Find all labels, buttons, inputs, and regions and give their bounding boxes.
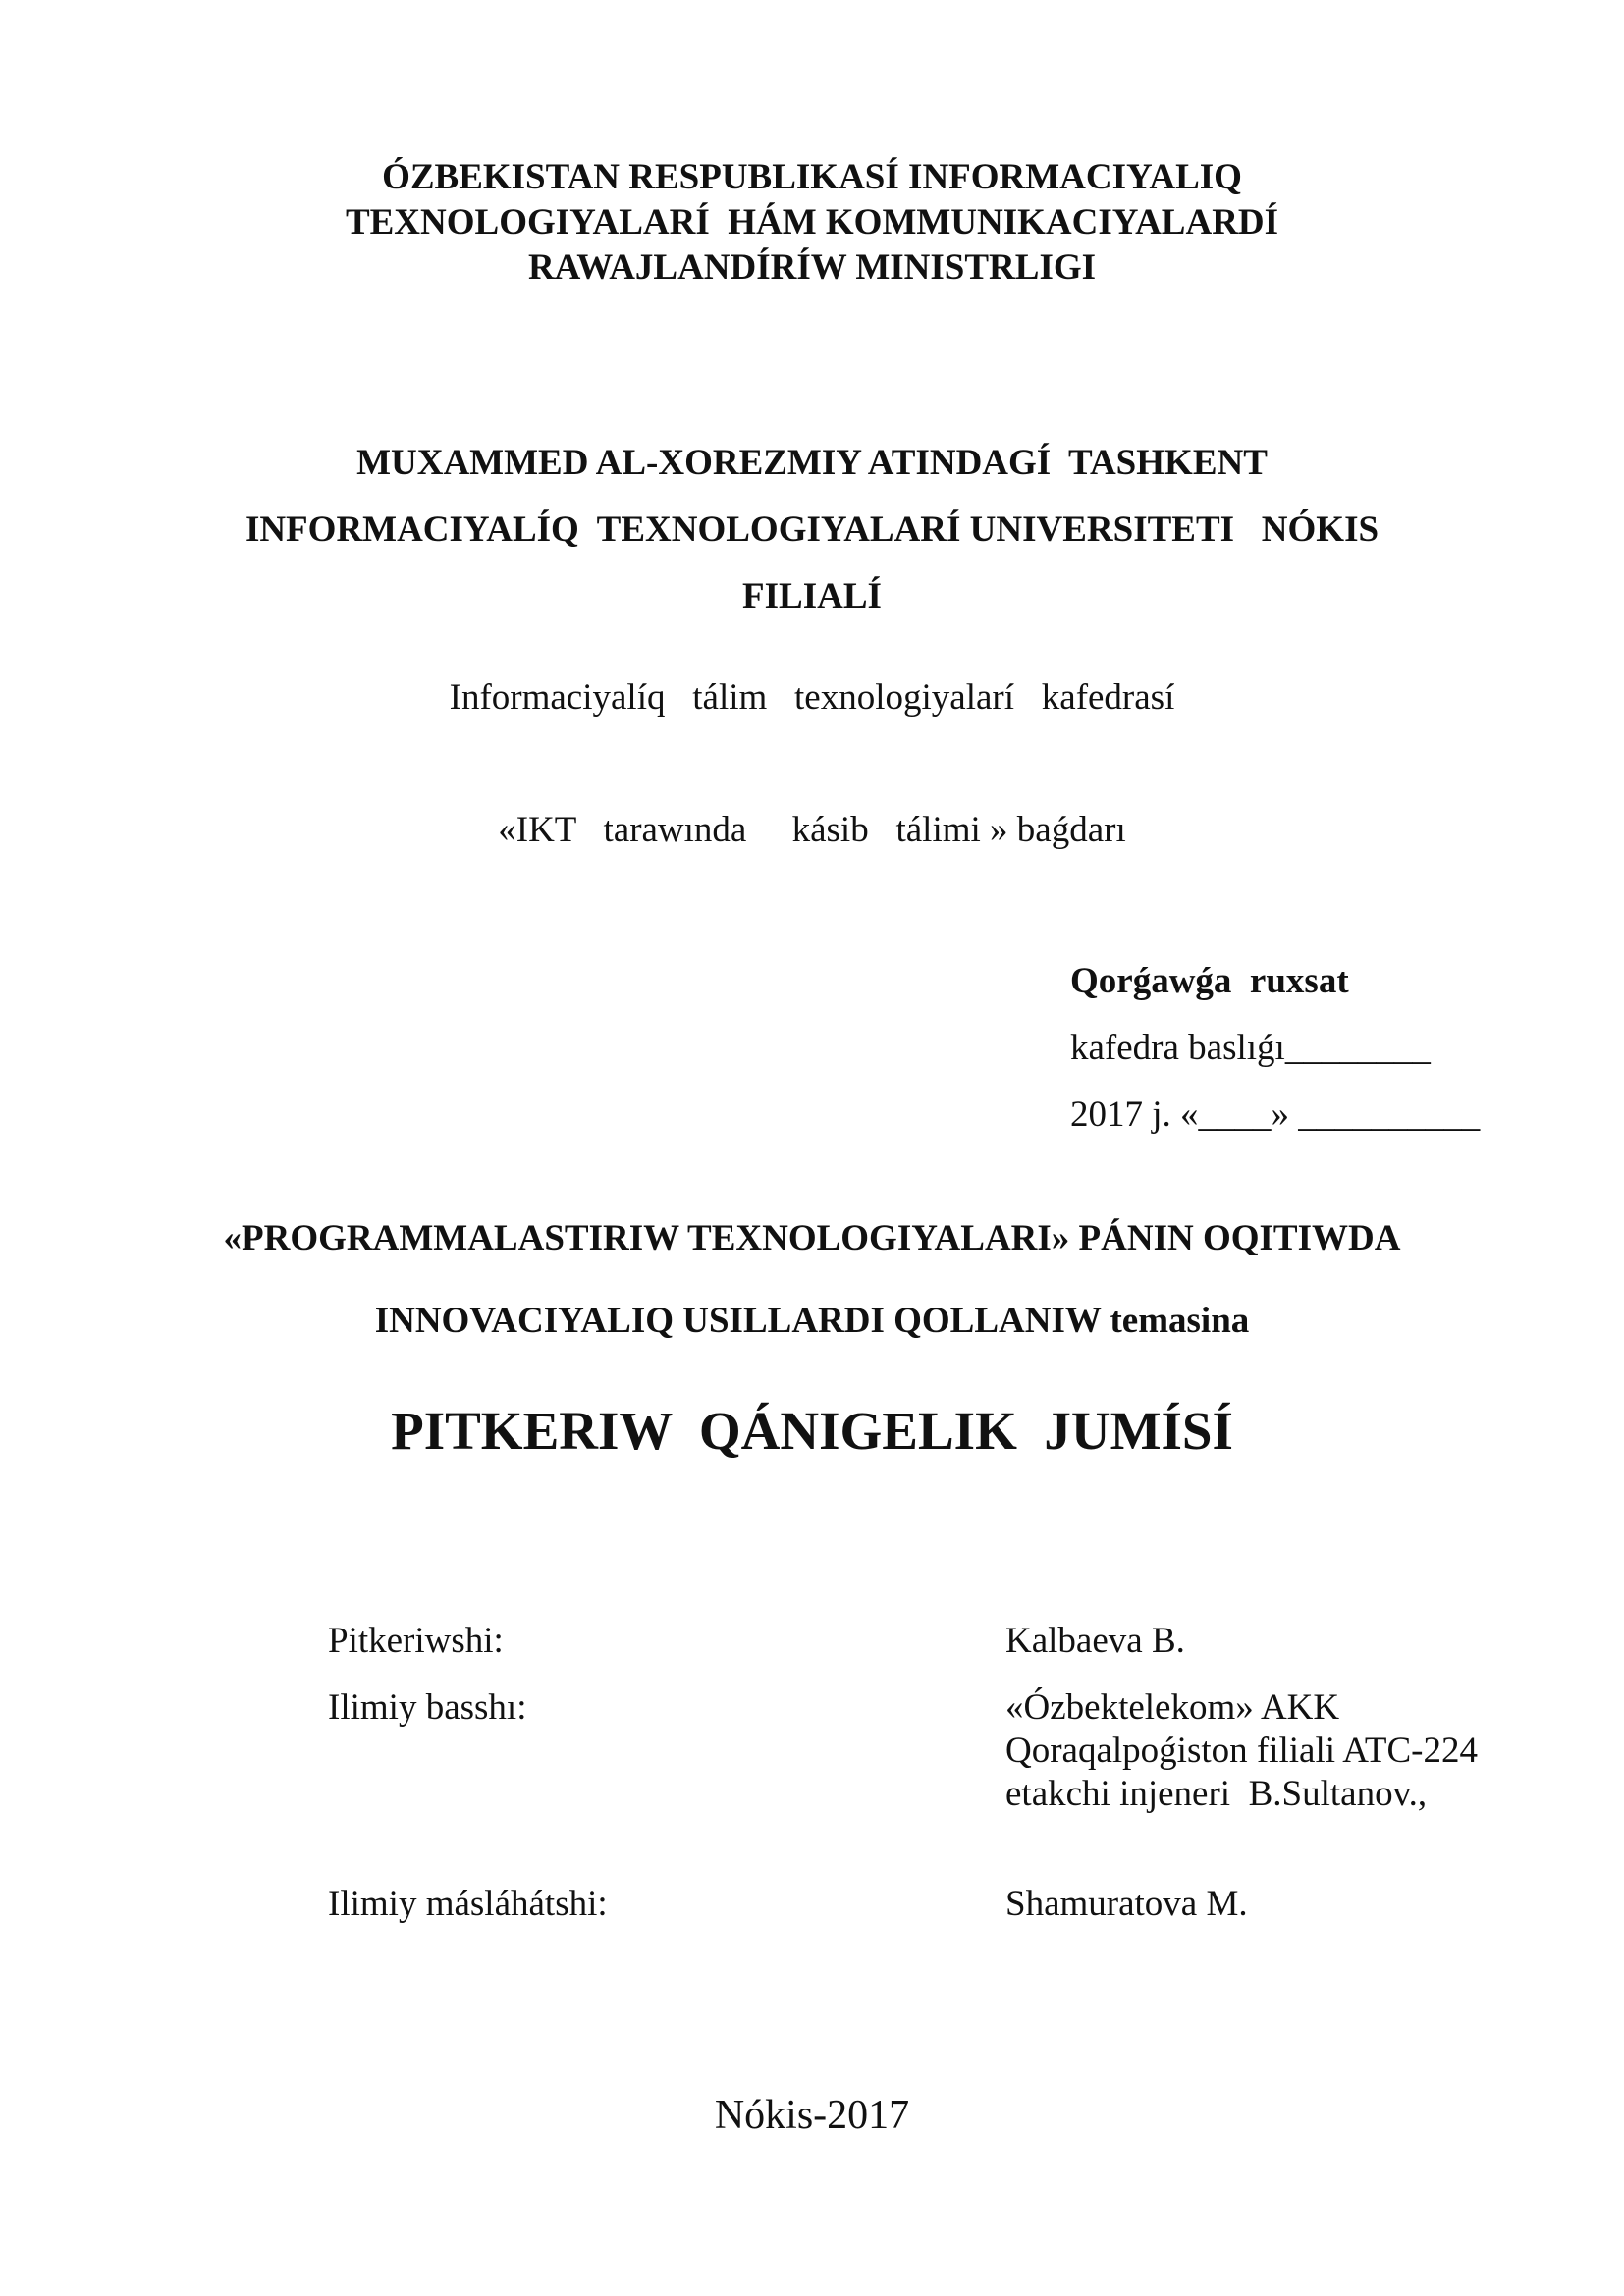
work-title: PITKERIW QÁNIGELIK JUMÍSÍ xyxy=(391,1401,1233,1461)
department-name: Informaciyalíq tálim texnologiyalarí kafedrasí xyxy=(449,677,1175,718)
city-year: Nókis-2017 xyxy=(714,2093,910,2138)
approval-date: 2017 j. «____» __________ xyxy=(1070,1095,1481,1135)
thesis-topic: «PROGRAMMALASTIRIW TEXNOLOGIYALARI» PÁNIN OQITIWDA INNOVACIYALIQ USILLARDI QOLLANIW temasina xyxy=(223,1218,1401,1341)
approval-department-head: kafedra baslıǵı________ xyxy=(1070,1028,1431,1068)
advisor-label: Ilimiy másláhátshi: xyxy=(328,1884,608,1924)
advisor-name: Shamuratova M. xyxy=(1005,1884,1248,1924)
author-label: Pitkeriwshi: xyxy=(328,1621,504,1661)
approval-title: Qorǵawǵa ruxsat xyxy=(1070,961,1349,1001)
author-name: Kalbaeva B. xyxy=(1005,1621,1185,1661)
study-direction: «IKT tarawında kásib tálimi » baǵdarı xyxy=(498,810,1126,850)
ministry-name: ÓZBEKISTAN RESPUBLIKASÍ INFORMACIYALIQ TEXNOLOGIYALARÍ HÁM KOMMUNIKACIYALARDÍ RAWAJLANDÍRÍW MINISTRLIGI xyxy=(345,157,1279,288)
supervisor-name: «Ózbektelekom» AKK Qoraqalpoǵiston filiali ATC-224 etakchi injeneri B.Sultanov., xyxy=(1005,1687,1478,1814)
supervisor-label: Ilimiy basshı: xyxy=(328,1687,527,1728)
university-name: MUXAMMED AL-XOREZMIY ATINDAGÍ TASHKENT INFORMACIYALÍQ TEXNOLOGIYALARÍ UNIVERSITETI NÓKIS FILIALÍ xyxy=(244,443,1380,616)
